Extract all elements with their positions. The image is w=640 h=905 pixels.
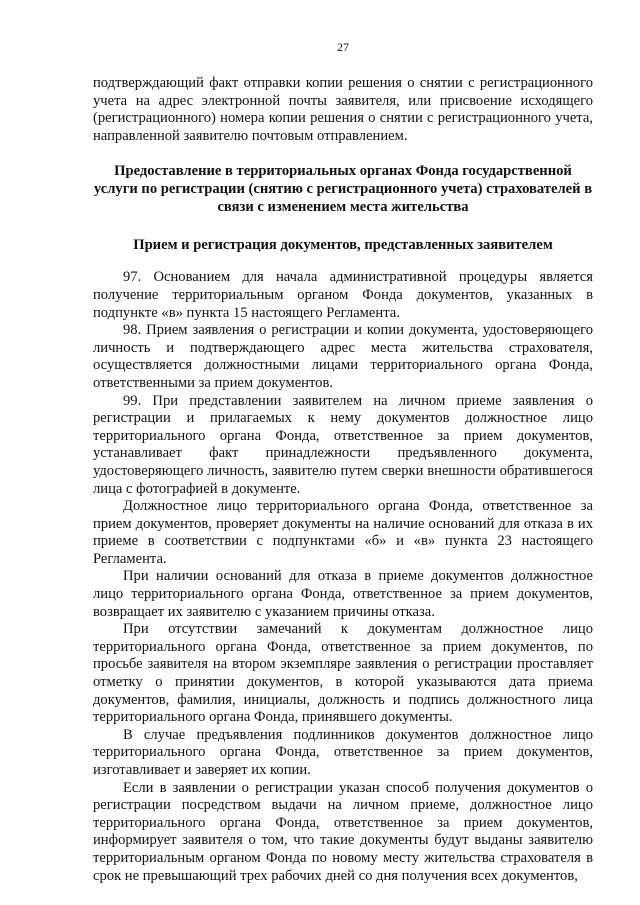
paragraph-copies: В случае предъявления подлинников документов должностное лицо территориального органа Фонда, ответственное за прием документов, изготавливает и заверяет их копии. bbox=[93, 726, 593, 778]
paragraph-97: 97. Основанием для начала административной процедуры является получение территориальным органом Фонда документов, указанных в подпункте «в» пункта 15 настоящего Регламента. bbox=[93, 269, 593, 321]
paragraph-98: 98. Прием заявления о регистрации и копии документа, удостоверяющего личность и подтверждающего адрес места жительства страхователя, осуществляется должностными лицами территориального органа Фонда, ответственными за прием документов. bbox=[93, 322, 593, 391]
section-heading: Предоставление в территориальных органах Фонда государственной услуги по регистрации (снятию с регистрационного учета) страхователей в связи с изменением места жительства bbox=[93, 163, 593, 216]
page-number: 27 bbox=[337, 40, 349, 54]
intro-paragraph: подтверждающий факт отправки копии решения о снятии с регистрационного учета на адрес электронной почты заявителя, или присвоение исходящего (регистрационного) номера копии решения о снятии с регистрационного учета, направленной заявителю почтовым отправлением. bbox=[93, 75, 593, 144]
paragraph-acceptance-mark: При отсутствии замечаний к документам должностное лицо территориального органа Фонда, ответственное за прием документов, по просьбе заявителя на втором экземпляре заявления о регистрации проставляет отметку о принятии документов, в которой указываются дата приема документов, фамилия, инициалы, должность и подпись должностного лица территориального органа Фонда, принявшего документы. bbox=[93, 621, 593, 726]
paragraph-document-check: Должностное лицо территориального органа Фонда, ответственное за прием документов, проверяет документы на наличие оснований для отказа в их приеме в соответствии с подпунктами «б» и «в» пункта 23 настоящего Регламента. bbox=[93, 498, 593, 567]
paragraph-delivery-method: Если в заявлении о регистрации указан способ получения документов о регистрации посредством выдачи на личном приеме, должностное лицо территориального органа Фонда, ответственное за прием документов, информирует заявителя о том, что такие документы будут выданы заявителю территориальным органом Фонда по новому месту жительства страхователя в срок не превышающий трех рабочих дней со дня получения всех документов, bbox=[93, 779, 593, 884]
subsection-heading: Прием и регистрация документов, представленных заявителем bbox=[133, 237, 553, 254]
paragraph-refusal: При наличии оснований для отказа в приеме документов должностное лицо территориального органа Фонда, ответственное за прием документов, возвращает их заявителю с указанием причины отказа. bbox=[93, 568, 593, 620]
paragraph-99: 99. При представлении заявителем на личном приеме заявления о регистрации и прилагаемых к нему документов должностное лицо территориального органа Фонда, ответственное за прием документов, устанавливает факт принадлежности предъявленного документа, удостоверяющего личность, заявителю путем сверки внешности обратившегося лица с фотографией в документе. bbox=[93, 392, 593, 497]
